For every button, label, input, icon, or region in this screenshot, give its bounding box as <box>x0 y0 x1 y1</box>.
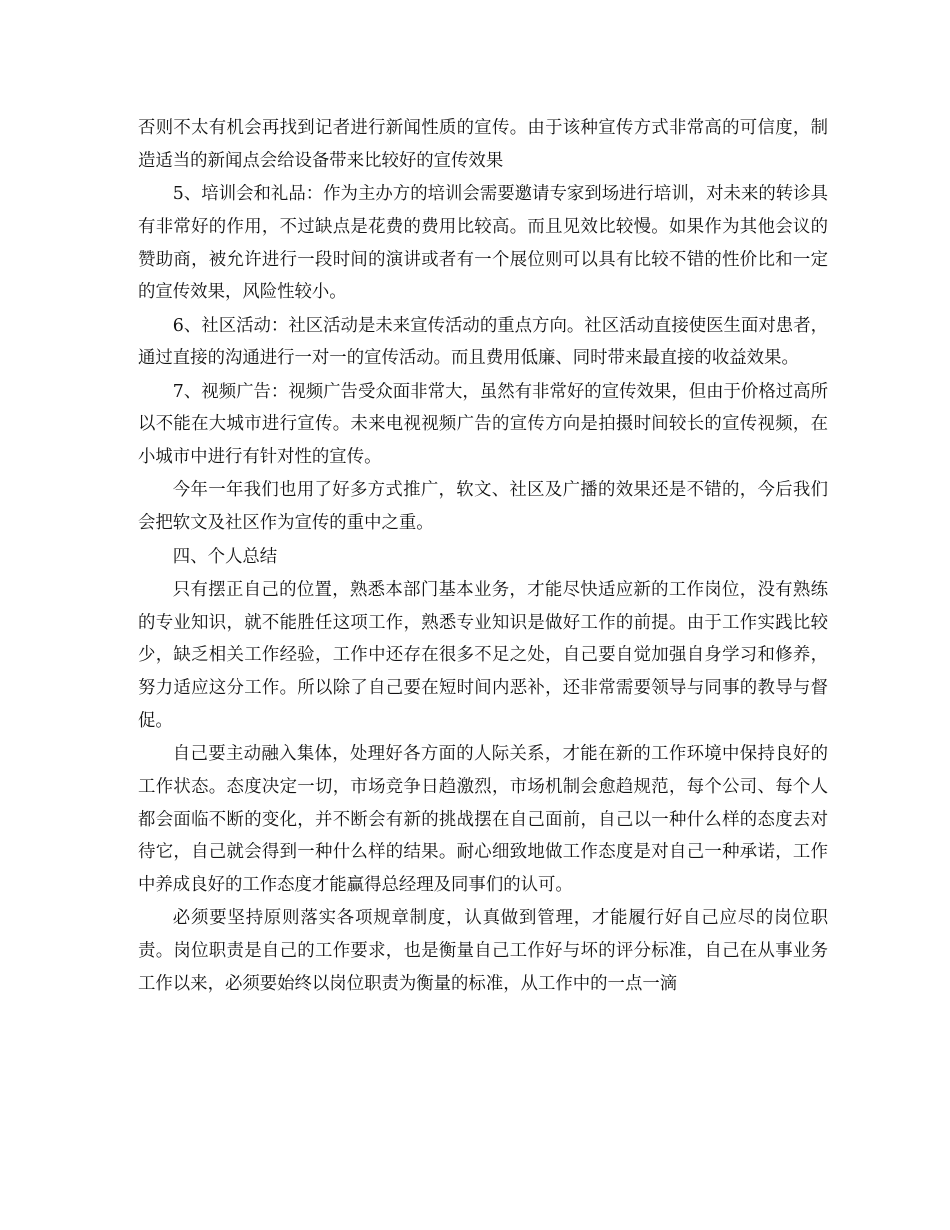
paragraph-attitude: 自己要主动融入集体，处理好各方面的人际关系，才能在新的工作环境中保持良好的工作状态。态度决定一切，市场竞争日趋激烈，市场机制会愈趋规范，每个公司、每个人都会面临不断的变化，并不断会有新的挑战摆在自己面前，自己以一种什么样的态度去对待它，自己就会得到一种什么样的结果。耐心细致地做工作态度是对自己一种承诺，工作中养成良好的工作态度才能赢得总经理及同事们的认可。 <box>138 744 828 895</box>
paragraph-video-ads: 7、视频广告：视频广告受众面非常大，虽然有非常好的宣传效果，但由于价格过高所以不能在大城市进行宣传。未来电视视频广告的宣传方向是拍摄时间较长的宣传视频，在小城市中进行有针对性的宣传。 <box>138 381 828 468</box>
paragraph-training-gifts: 5、培训会和礼品：作为主办方的培训会需要邀请专家到场进行培训，对未来的转诊具有非常好的作用，不过缺点是花费的费用比较高。而且见效比较慢。如果作为其他会议的赞助商，被允许进行一段时间的演讲或者有一个展位则可以具有比较不错的性价比和一定的宣传效果，风险性较小。 <box>138 184 828 303</box>
paragraph-position: 只有摆正自己的位置，熟悉本部门基本业务，才能尽快适应新的工作岗位，没有熟练的专业知识，就不能胜任这项工作，熟悉专业知识是做好工作的前提。由于工作实践比较少，缺乏相关工作经验，工作中还存在很多不足之处，自己要自觉加强自身学习和修养，努力适应这分工作。所以除了自己要在短时间内恶补，还非常需要领导与同事的教导与督促。 <box>138 579 828 731</box>
document-page <box>138 112 828 1001</box>
paragraph-principles: 必须要坚持原则落实各项规章制度，认真做到管理，才能履行好自己应尽的岗位职责。岗位职责是自己的工作要求，也是衡量自己工作好与坏的评分标准，自己在从事业务工作以来，必须要始终以岗位职责为衡量的标准，从工作中的一点一滴 <box>138 908 828 994</box>
paragraph-year-summary: 今年一年我们也用了好多方式推广，软文、社区及广播的效果还是不错的，今后我们会把软文及社区作为宣传的重中之重。 <box>138 480 828 534</box>
paragraph-community-activity: 6、社区活动：社区活动是未来宣传活动的重点方向。社区活动直接使医生面对患者，通过直接的沟通进行一对一的宣传活动。而且费用低廉、同时带来最直接的收益效果。 <box>138 315 828 369</box>
paragraph-continuation: 否则不太有机会再找到记者进行新闻性质的宣传。由于该种宣传方式非常高的可信度，制造适当的新闻点会给设备带来比较好的宣传效果 <box>138 118 828 171</box>
section-heading-personal-summary: 四、个人总结 <box>172 546 278 567</box>
